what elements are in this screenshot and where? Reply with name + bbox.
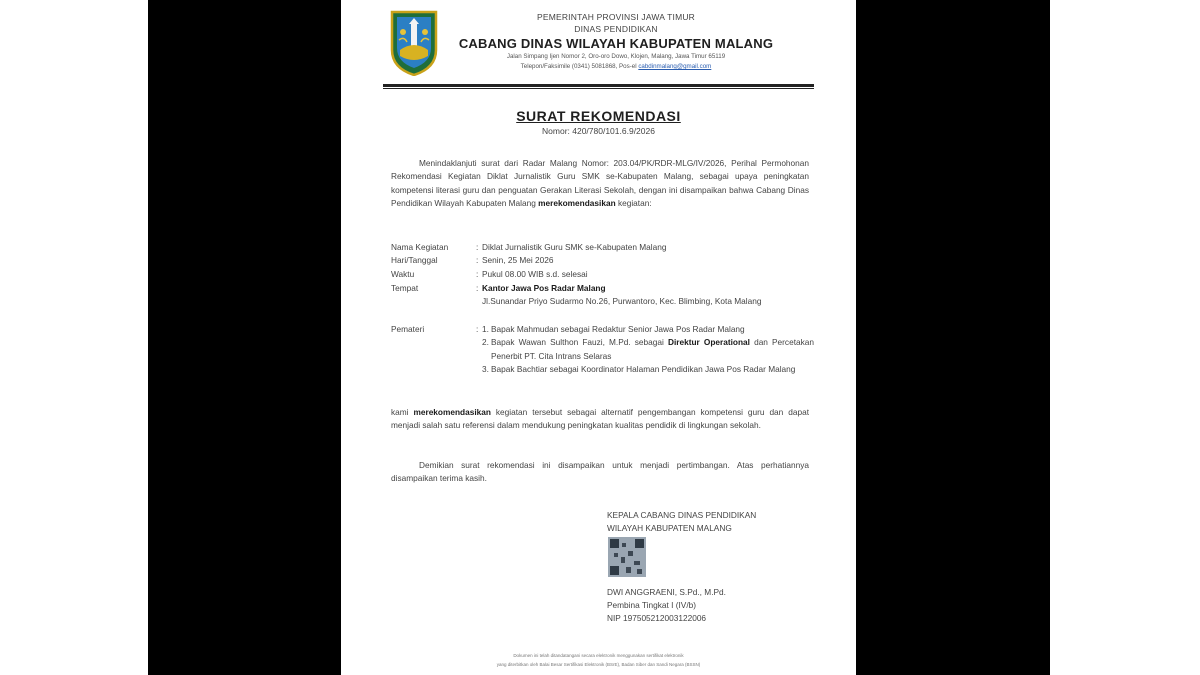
intro-bold: merekomendasikan — [538, 197, 616, 208]
letterhead-rule-thin — [383, 88, 814, 89]
right-black-bar — [856, 0, 1050, 675]
letterhead — [446, 11, 786, 72]
closing-paragraph-2: Demikian surat rekomendasi ini disampaikan untuk menjadi pertimbangan. Atas perhatiannya disampaikan terima kasih. — [391, 460, 809, 484]
closing-paragraph-1 — [391, 406, 809, 433]
list-item — [476, 323, 814, 336]
footer-line-2: yang diterbitkan oleh Balai Besar Sertifikasi Elektronik (BSrE), Badan Siber dan Sandi Negara (BSSN) — [496, 662, 701, 667]
letterhead-email-link[interactable]: cabdinmalang@gmail.com — [638, 63, 712, 70]
letter-title: SURAT REKOMENDASI — [516, 108, 681, 124]
detail-label: Tempat — [391, 283, 419, 293]
intro-text: Menindaklanjuti surat dari Radar Malang Nomor: 203.04/PK/RDR-MLG/IV/2026, Perihal Permohonan Rekomendasi Kegiatan Diklat Jurnalistik Guru SMK se-Kabupaten Malang, sebagai upaya peningkatan kompetensi literasi guru dan penguatan Gerakan Literasi Sekolah, dengan ini disampaikan bahwa Cabang Dinas Pendidikan Wilayah Kabupaten Malang — [391, 158, 809, 208]
detail-value: Senin, 25 Mei 2026 — [482, 255, 554, 265]
detail-value: Diklat Jurnalistik Guru SMK se-Kabupaten Malang — [482, 242, 667, 252]
intro-end: kegiatan: — [615, 197, 652, 208]
list-item — [476, 336, 814, 363]
list-text: Bapak Mahmudan sebagai Redaktur Senior Jawa Pos Radar Malang — [491, 324, 745, 334]
detail-colon: : — [476, 242, 479, 252]
tempat-address: Jl.Sunandar Priyo Sudarmo No.26, Purwantoro, Kec. Blimbing, Kota Malang — [482, 296, 762, 307]
tempat-name: Kantor Jawa Pos Radar Malang — [482, 283, 606, 293]
detail-label: Nama Kegiatan — [391, 242, 449, 252]
letterhead-address: Jalan Simpang Ijen Nomor 2, Oro-oro Dowo, Klojen, Malang, Jawa Timur 65119 — [506, 53, 726, 60]
detail-colon: : — [476, 255, 479, 265]
list-text: Bapak Wawan Sulthon Fauzi, M.Pd. sebagai — [491, 337, 664, 348]
letterhead-province: PEMERINTAH PROVINSI JAWA TIMUR — [536, 12, 696, 22]
qr-code-icon — [608, 537, 646, 577]
jawa-timur-emblem-icon — [388, 10, 440, 76]
signatory-rank: Pembina Tingkat I (IV/b) — [607, 600, 697, 610]
list-bold: Direktur Operational — [667, 337, 750, 348]
detail-colon: : — [476, 269, 479, 279]
letter-number: Nomor: 420/780/101.6.9/2026 — [542, 126, 655, 136]
footer-line-1: Dokumen ini telah ditandatangani secara elektronik menggunakan sertifikat elektronik — [513, 653, 684, 658]
list-number: 2. — [482, 337, 489, 348]
closing-bold: merekomendasikan — [413, 407, 491, 417]
detail-label: Pemateri — [391, 324, 425, 334]
detail-label: Hari/Tanggal — [391, 255, 438, 265]
letterhead-office: CABANG DINAS WILAYAH KABUPATEN MALANG — [458, 36, 774, 51]
signatory-block — [607, 586, 726, 625]
letterhead-department: DINAS PENDIDIKAN — [574, 24, 658, 34]
list-item — [476, 363, 814, 376]
closing-text: kegiatan tersebut sebagai alternatif pengembangan kompetensi guru dan dapat menjadi salah satu referensi dalam mendukung peningkatan kualitas pendidik di lingkungan sekolah. — [391, 407, 809, 431]
detail-value — [482, 282, 787, 309]
intro-paragraph — [391, 157, 809, 210]
signature-title — [607, 509, 756, 535]
list-text: Bapak Bachtiar sebagai Koordinator Halaman Pendidikan Jawa Pos Radar Malang — [491, 363, 796, 374]
signature-title-line2: WILAYAH KABUPATEN MALANG — [607, 523, 732, 533]
letterhead-contact — [446, 62, 786, 72]
signatory-nip: NIP 197505212003122006 — [607, 613, 707, 623]
detail-label: Waktu — [391, 269, 415, 279]
list-text-end: dan Percetakan Penerbit PT. Cita Intrans Selaras — [491, 337, 814, 361]
closing-start: kami — [391, 407, 414, 417]
detail-colon: : — [476, 324, 479, 334]
pemateri-list — [476, 323, 814, 376]
detail-colon: : — [476, 283, 479, 293]
letter-document — [341, 0, 856, 675]
letterhead-rule-thick — [383, 84, 814, 87]
signatory-name: DWI ANGGRAENI, S.Pd., M.Pd. — [607, 587, 726, 597]
list-number: 3. — [482, 363, 489, 374]
left-black-bar — [148, 0, 341, 675]
letterhead-phone: Telepon/Faksimile (0341) 5081868, Pos-el — [520, 63, 637, 70]
detail-value: Pukul 08.00 WIB s.d. selesai — [482, 269, 588, 279]
signature-title-line1: KEPALA CABANG DINAS PENDIDIKAN — [607, 510, 757, 520]
list-number: 1. — [482, 324, 489, 334]
